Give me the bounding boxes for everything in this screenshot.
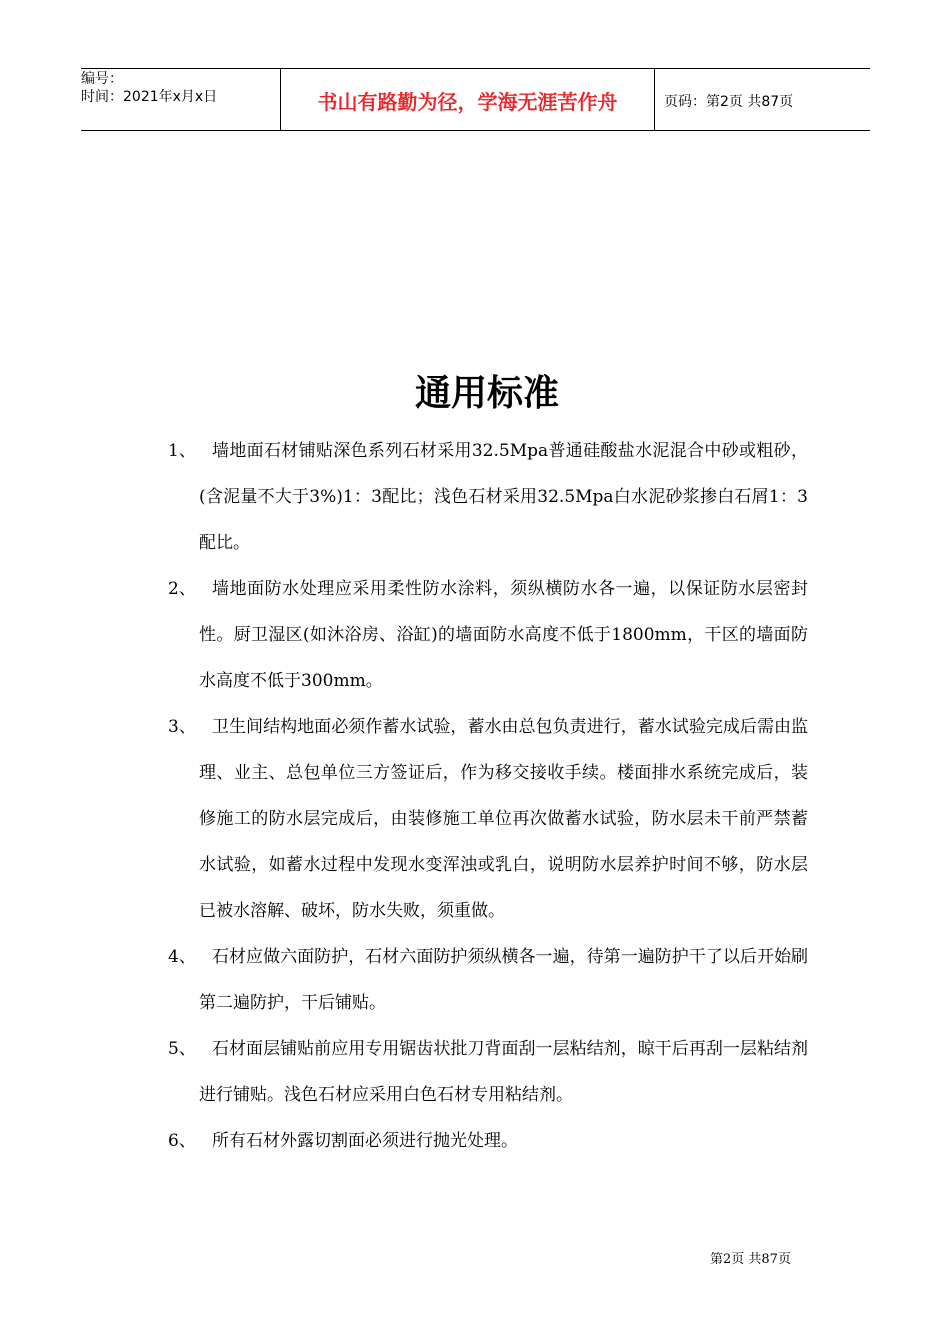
page-footer: 第2页 共87页 (710, 1252, 791, 1267)
list-item (168, 704, 808, 934)
list-item-text: 石材应做六面防护，石材六面防护须纵横各一遍，待第一遍防护干了以后开始刷第二遍防护，干后铺贴。 (199, 947, 808, 1013)
list-item (168, 428, 808, 566)
list-item-text: 墙地面防水处理应采用柔性防水涂料，须纵横防水各一遍，以保证防水层密封性。厨卫湿区(如沐浴房、浴缸)的墙面防水高度不低于1800mm，干区的墙面防水高度不低于300mm。 (199, 579, 808, 691)
list-item-text: 卫生间结构地面必须作蓄水试验，蓄水由总包负责进行，蓄水试验完成后需由监理、业主、总包单位三方签证后，作为移交接收手续。楼面排水系统完成后，装修施工的防水层完成后，由装修施工单位再次做蓄水试验，防水层未干前严禁蓄水试验，如蓄水过程中发现水变浑浊或乳白，说明防水层养护时间不够，防水层已被水溶解、破坏，防水失败，须重做。 (199, 717, 808, 921)
list-item-text: 石材面层铺贴前应用专用锯齿状批刀背面刮一层粘结剂，晾干后再刮一层粘结剂进行铺贴。浅色石材应采用白色石材专用粘结剂。 (199, 1039, 808, 1105)
header-meta (81, 69, 281, 130)
list-item (168, 934, 808, 1026)
list-item-number: 4、 (168, 947, 196, 967)
page-header (81, 68, 870, 131)
list-item-number: 3、 (168, 717, 196, 737)
list-item-number: 1、 (168, 441, 196, 461)
header-motto: 书山有路勤为径，学海无涯苦作舟 (281, 69, 655, 130)
list-item (168, 1118, 808, 1164)
header-page-number: 页码：第2页 共87页 (664, 93, 794, 110)
list-item (168, 566, 808, 704)
standards-list (168, 428, 808, 1164)
document-title: 通用标准 (414, 373, 559, 414)
list-item-number: 6、 (168, 1131, 196, 1151)
list-item-number: 2、 (168, 579, 196, 599)
document-time-label: 时间：2021年x月x日 (81, 89, 218, 105)
list-item-number: 5、 (168, 1039, 196, 1059)
document-number-label: 编号： (81, 71, 123, 87)
list-item-text: 墙地面石材铺贴深色系列石材采用32.5Mpa普通硅酸盐水泥混合中砂或粗砂，(含泥量不大于3%)1：3配比；浅色石材采用32.5Mpa白水泥砂浆掺白石屑1：3配比。 (199, 441, 808, 553)
list-item (168, 1026, 808, 1118)
list-item-text: 所有石材外露切割面必须进行抛光处理。 (212, 1131, 518, 1151)
